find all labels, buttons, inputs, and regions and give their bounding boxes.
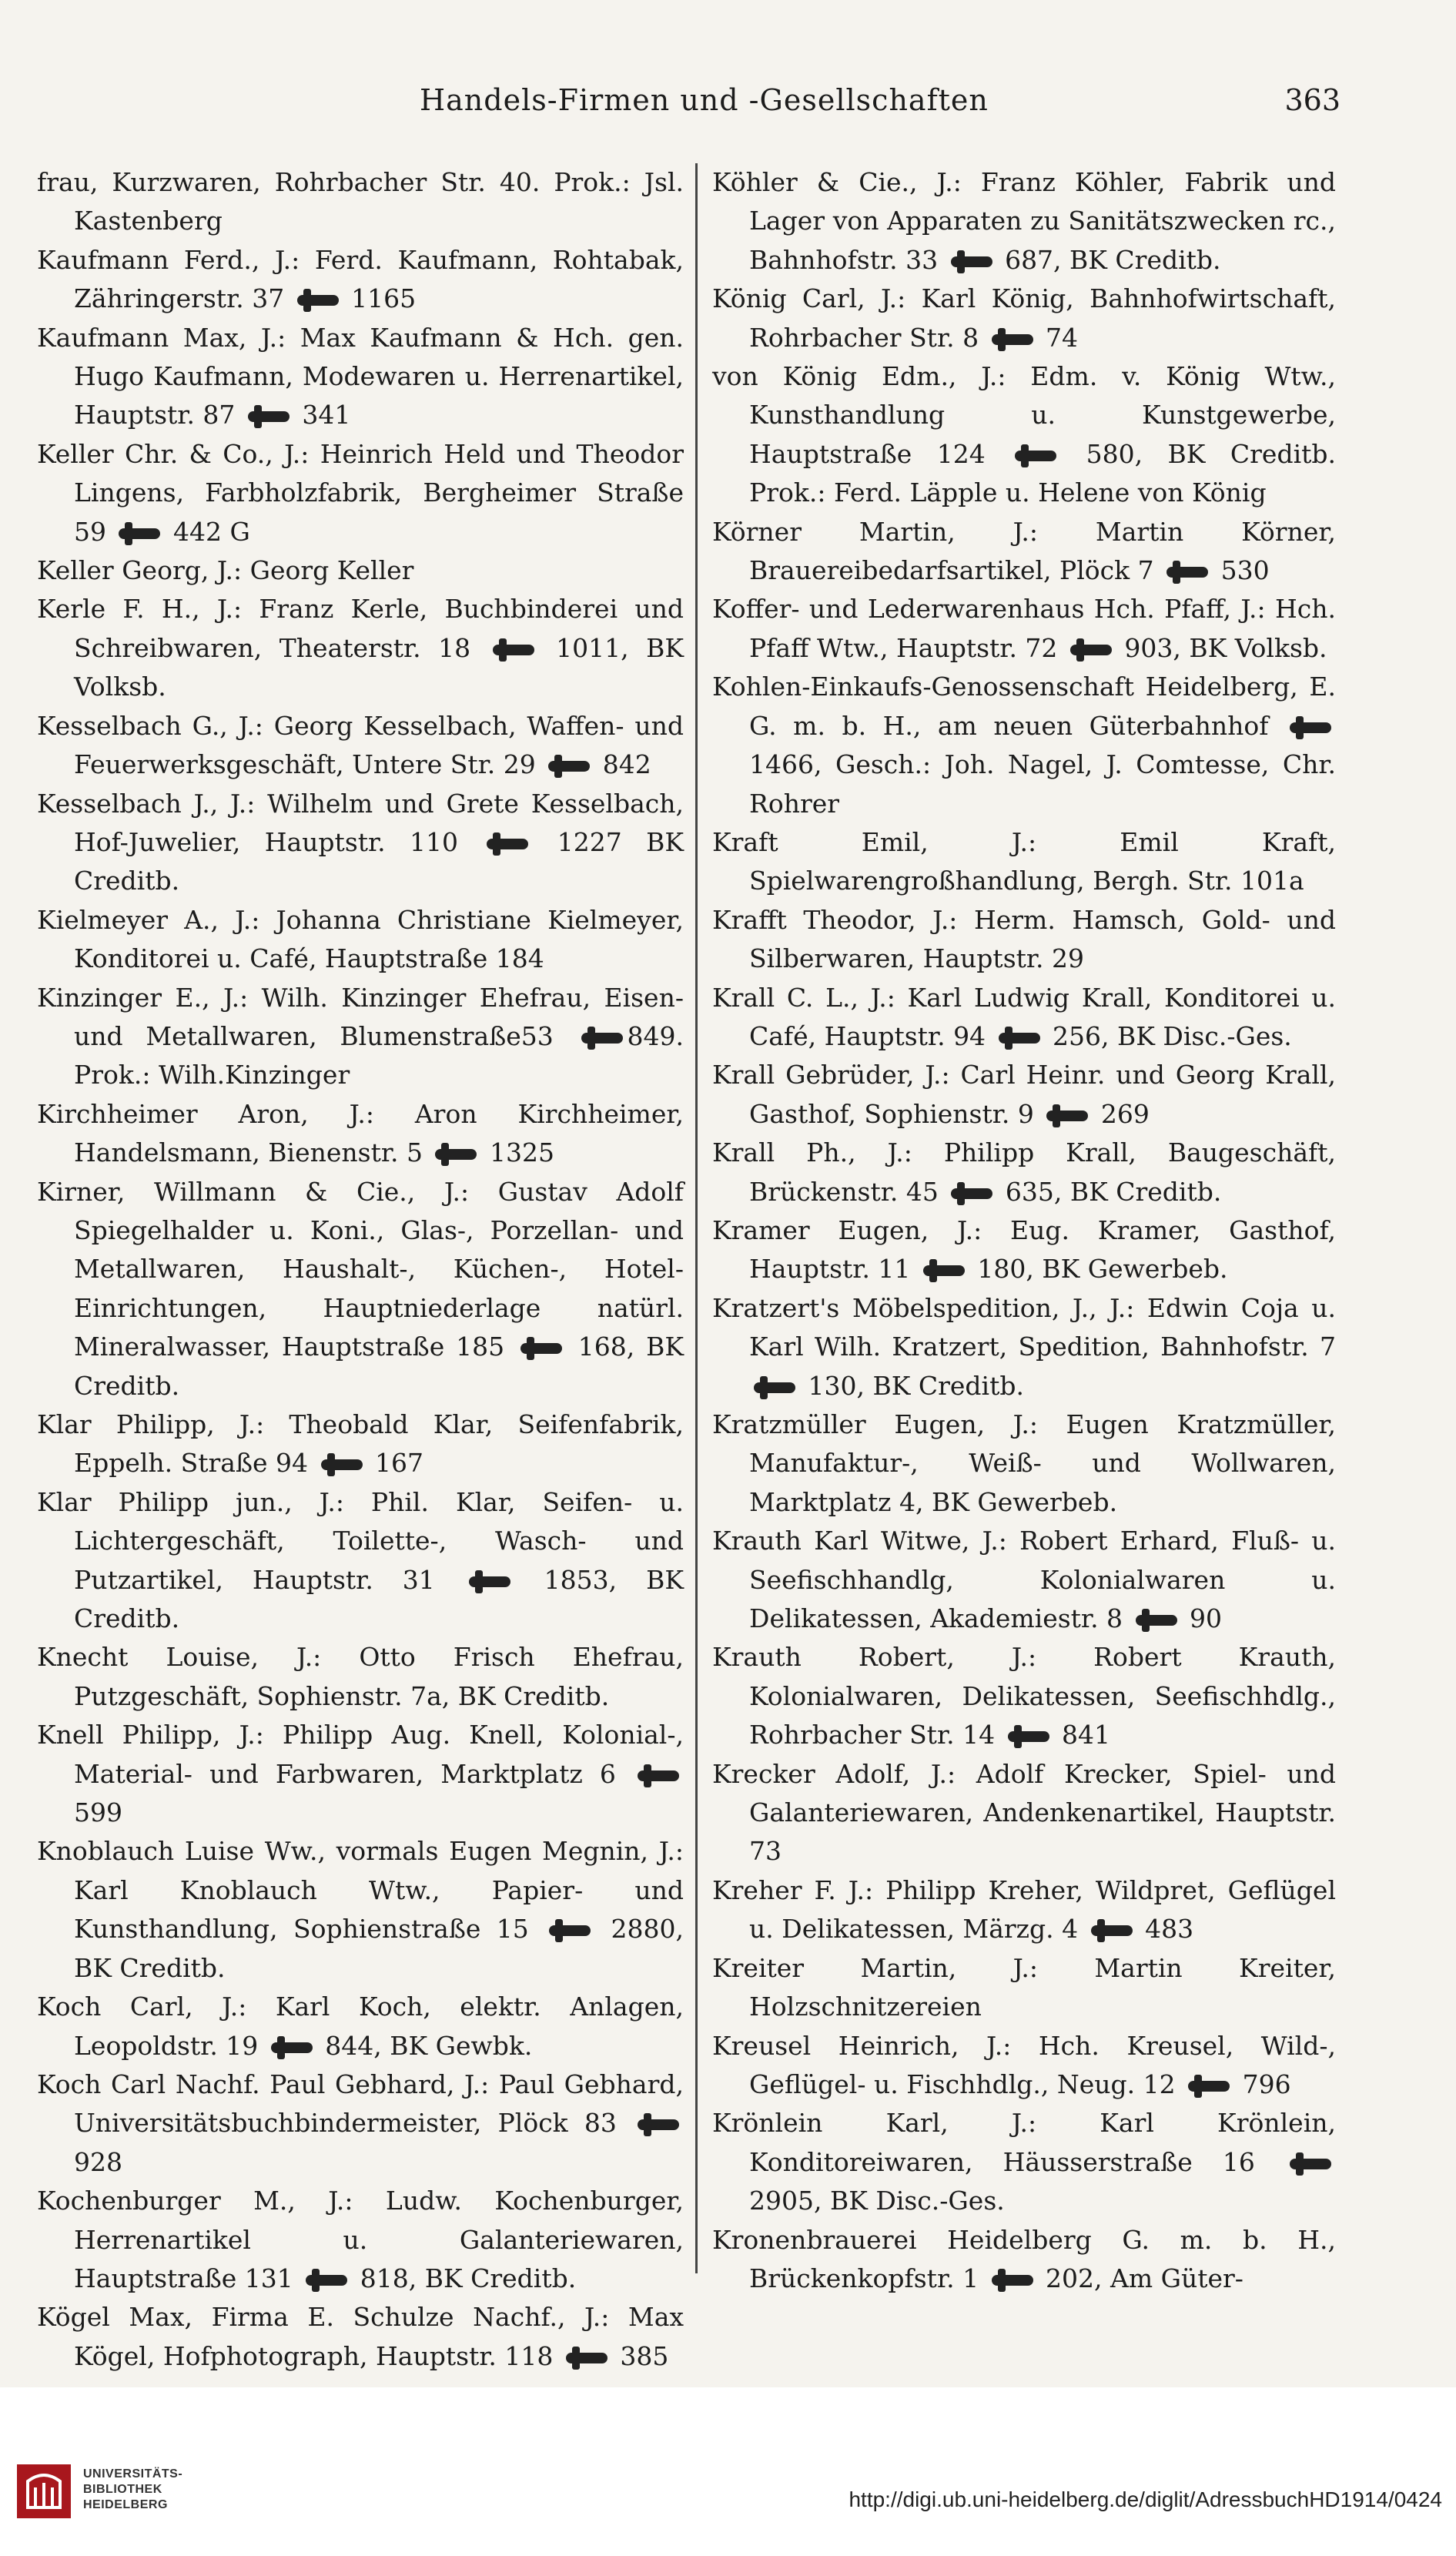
directory-entry: Klar Philipp, J.: Theobald Klar, Seifenfabrik, Eppelh. Straße 94 167	[37, 1409, 684, 1479]
directory-entry: Köhler & Cie., J.: Franz Köhler, Fabrik und Lager von Apparaten zu Sanitätszwecken rc., Bahnhofstr. 33 687, BK Creditb.	[712, 167, 1336, 275]
directory-entry: frau, Kurzwaren, Rohrbacher Str. 40. Prok.: Jsl. Kastenberg	[37, 167, 684, 236]
directory-entry: Krönlein Karl, J.: Karl Krönlein, Konditoreiwaren, Häusserstraße 16 2905, BK Disc.-Ges.	[712, 2108, 1336, 2216]
telephone-icon	[923, 1262, 965, 1279]
telephone-icon	[1290, 719, 1331, 736]
page-number: 363	[1284, 83, 1341, 117]
directory-entry: Kreher F. J.: Philipp Kreher, Wildpret, Geflügel u. Delikatessen, Märzg. 4 483	[712, 1874, 1336, 1945]
telephone-icon	[581, 1030, 623, 1047]
telephone-icon	[951, 1185, 992, 1202]
directory-entry: Keller Georg, J.: Georg Keller	[37, 555, 414, 586]
telephone-icon	[549, 1922, 591, 1939]
directory-entry: Kronenbrauerei Heidelberg G. m. b. H., Brückenkopfstr. 1 202, Am Güter-	[712, 2224, 1336, 2293]
right-column	[712, 163, 1336, 2298]
telephone-icon	[754, 1379, 795, 1396]
telephone-icon	[520, 1340, 562, 1357]
directory-entry: König Carl, J.: Karl König, Bahnhofwirtschaft, Rohrbacher Str. 8 74	[712, 283, 1336, 353]
directory-entry: Kesselbach J., J.: Wilhelm und Grete Kesselbach, Hof-Juwelier, Hauptstr. 110 1227 BK Creditb.	[37, 788, 684, 896]
directory-entry: Koffer- und Lederwarenhaus Hch. Pfaff, J.: Hch. Pfaff Wtw., Hauptstr. 72 903, BK Volksb.	[712, 594, 1336, 663]
directory-entry: Koch Carl Nachf. Paul Gebhard, J.: Paul Gebhard, Universitätsbuchbindermeister, Plöck 83 928	[37, 2069, 684, 2177]
telephone-icon	[1290, 2156, 1331, 2172]
telephone-icon	[1188, 2078, 1230, 2095]
directory-entry: Knecht Louise, J.: Otto Frisch Ehefrau, Putzgeschäft, Sophienstr. 7a, BK Creditb.	[37, 1642, 684, 1711]
telephone-icon	[992, 331, 1033, 348]
directory-entry: Kreusel Heinrich, J.: Hch. Kreusel, Wild-, Geflügel- u. Fischhdlg., Neug. 12 796	[712, 2030, 1336, 2099]
university-library-logo-icon	[17, 2464, 71, 2518]
telephone-icon	[1166, 564, 1208, 581]
library-name-line: BIBLIOTHEK	[83, 2483, 162, 2496]
directory-entry: Kaufmann Ferd., J.: Ferd. Kaufmann, Rohtabak, Zähringerstr. 37 1165	[37, 244, 684, 314]
directory-entry: Körner Martin, J.: Martin Körner, Brauereibedarfsartikel, Plöck 7 530	[712, 516, 1336, 586]
directory-entry: Krall C. L., J.: Karl Ludwig Krall, Konditorei u. Café, Hauptstr. 94 256, BK Disc.-Ges.	[712, 982, 1336, 1051]
telephone-icon	[1091, 1922, 1133, 1939]
telephone-icon	[1015, 447, 1056, 464]
directory-entry: Klar Philipp jun., J.: Phil. Klar, Seifen- u. Lichtergeschäft, Toilette-, Wasch- und Putzartikel, Hauptstr. 31 1853, BK Creditb.	[37, 1486, 684, 1634]
directory-entry: Krauth Karl Witwe, J.: Robert Erhard, Fluß- u. Seefischhandlg, Kolonialwaren u. Delikatessen, Akademiestr. 8 90	[712, 1526, 1336, 1634]
telephone-icon	[493, 642, 534, 658]
telephone-icon	[999, 1030, 1040, 1047]
directory-entry: Kaufmann Max, J.: Max Kaufmann & Hch. gen. Hugo Kaufmann, Modewaren u. Herrenartikel, Hauptstr. 87 341	[37, 322, 684, 430]
telephone-icon	[638, 1767, 679, 1784]
telephone-icon	[271, 2039, 313, 2056]
page-header	[0, 83, 1456, 122]
directory-entry: Krall Gebrüder, J.: Carl Heinr. und Georg Krall, Gasthof, Sophienstr. 9 269	[712, 1060, 1336, 1129]
directory-entry: Kielmeyer A., J.: Johanna Christiane Kielmeyer, Konditorei u. Café, Hauptstraße 184	[37, 904, 684, 974]
directory-entry: Knell Philipp, J.: Philipp Aug. Knell, Kolonial-, Material- und Farbwaren, Marktplatz 6 599	[37, 1720, 684, 1828]
library-name-line: HEIDELBERG	[83, 2498, 168, 2511]
directory-entry: Keller Chr. & Co., J.: Heinrich Held und Theodor Lingens, Farbholzfabrik, Bergheimer Straße 59 442 G	[37, 438, 684, 547]
telephone-icon	[951, 253, 992, 270]
directory-entry: Kinzinger E., J.: Wilh. Kinzinger Ehefrau, Eisen- und Metallwaren, Blumenstraße53 849. Prok.: Wilh.Kinzinger	[37, 982, 684, 1090]
telephone-icon	[548, 758, 590, 775]
directory-entry: Kratzert's Möbelspedition, J., J.: Edwin Coja u. Karl Wilh. Kratzert, Spedition, Bahnhofstr. 7 130, BK Creditb.	[712, 1292, 1336, 1401]
library-name-line: UNIVERSITÄTS-	[83, 2467, 183, 2481]
directory-entry: Kohlen-Einkaufs-Genossenschaft Heidelberg, E. G. m. b. H., am neuen Güterbahnhof 1466, Gesch.: Joh. Nagel, J. Comtesse, Chr. Rohrer	[712, 672, 1336, 819]
telephone-icon	[248, 408, 290, 425]
directory-entry: Kratzmüller Eugen, J.: Eugen Kratzmüller, Manufaktur-, Weiß- und Wollwaren, Marktplatz 4, BK Gewerbeb.	[712, 1409, 1336, 1517]
directory-entry: von König Edm., J.: Edm. v. König Wtw., Kunsthandlung u. Kunstgewerbe, Hauptstraße 124 580, BK Creditb. Prok.: Ferd. Läpple u. Helene von König	[712, 361, 1336, 508]
directory-entry: Kögel Max, Firma E. Schulze Nachf., J.: Max Kögel, Hofphotograph, Hauptstr. 118 385	[37, 2302, 684, 2371]
directory-entry: Kraft Emil, J.: Emil Kraft, Spielwarengroßhandlung, Bergh. Str. 101a	[712, 826, 1336, 896]
telephone-icon	[566, 2350, 608, 2367]
directory-entry: Kramer Eugen, J.: Eug. Kramer, Gasthof, Hauptstr. 11 180, BK Gewerbeb.	[712, 1214, 1336, 1285]
telephone-icon	[992, 2272, 1033, 2289]
directory-entry: Kirchheimer Aron, J.: Aron Kirchheimer, Handelsmann, Bienenstr. 5 1325	[37, 1098, 684, 1168]
directory-entry: Kirner, Willmann & Cie., J.: Gustav Adolf Spiegelhalder u. Koni., Glas-, Porzellan- und Metallwaren, Haushalt-, Küchen-, Hotel-Einrichtungen, Hauptniederlage natürl. Mineralwasser, Hauptstraße 185 168, BK Creditb.	[37, 1176, 684, 1401]
source-url-link[interactable]: http://digi.ub.uni-heidelberg.de/diglit/AdressbuchHD1914/0424	[848, 2487, 1442, 2511]
telephone-icon	[1070, 642, 1112, 658]
directory-entry: Kesselbach G., J.: Georg Kesselbach, Waffen- und Feuerwerksgeschäft, Untere Str. 29 842	[37, 710, 684, 780]
telephone-icon	[306, 2272, 347, 2289]
telephone-icon	[435, 1146, 477, 1163]
telephone-icon	[487, 836, 528, 853]
directory-entry: Krecker Adolf, J.: Adolf Krecker, Spiel- und Galanteriewaren, Andenkenartikel, Hauptstr. 73	[712, 1758, 1336, 1867]
directory-entry: Krauth Robert, J.: Robert Krauth, Kolonialwaren, Delikatessen, Seefischhdlg., Rohrbacher Str. 14 841	[712, 1642, 1336, 1750]
directory-entry: Kochenburger M., J.: Ludw. Kochenburger, Herrenartikel u. Galanteriewaren, Hauptstraße 131 818, BK Creditb.	[37, 2186, 684, 2293]
directory-entry: Kerle F. H., J.: Franz Kerle, Buchbinderei und Schreibwaren, Theaterstr. 18 1011, BK Volksb.	[37, 594, 684, 702]
library-name	[83, 2467, 182, 2513]
telephone-icon	[321, 1456, 363, 1473]
directory-entry: Koch Carl, J.: Karl Koch, elektr. Anlagen, Leopoldstr. 19 844, BK Gewbk.	[37, 1992, 684, 2061]
directory-entry: Kreiter Martin, J.: Martin Kreiter, Holzschnitzereien	[712, 1952, 1336, 2022]
left-column	[37, 163, 684, 2376]
page-title: Handels-Firmen und -Gesellschaften	[420, 83, 989, 117]
telephone-icon	[1008, 1728, 1049, 1745]
telephone-icon	[638, 2116, 679, 2133]
directory-entry: Knoblauch Luise Ww., vormals Eugen Megnin, J.: Karl Knoblauch Wtw., Papier- und Kunsthandlung, Sophienstraße 15 2880, BK Creditb.	[37, 1836, 684, 1983]
telephone-icon	[1136, 1612, 1177, 1629]
telephone-icon	[297, 292, 339, 309]
footer	[0, 2387, 1456, 2556]
directory-entry: Krall Ph., J.: Philipp Krall, Baugeschäft, Brückenstr. 45 635, BK Creditb.	[712, 1137, 1336, 1207]
telephone-icon	[119, 525, 160, 542]
telephone-icon	[1046, 1107, 1088, 1124]
telephone-icon	[469, 1573, 510, 1590]
column-divider	[695, 163, 698, 2273]
directory-entry: Krafft Theodor, J.: Herm. Hamsch, Gold- und Silberwaren, Hauptstr. 29	[712, 904, 1336, 974]
